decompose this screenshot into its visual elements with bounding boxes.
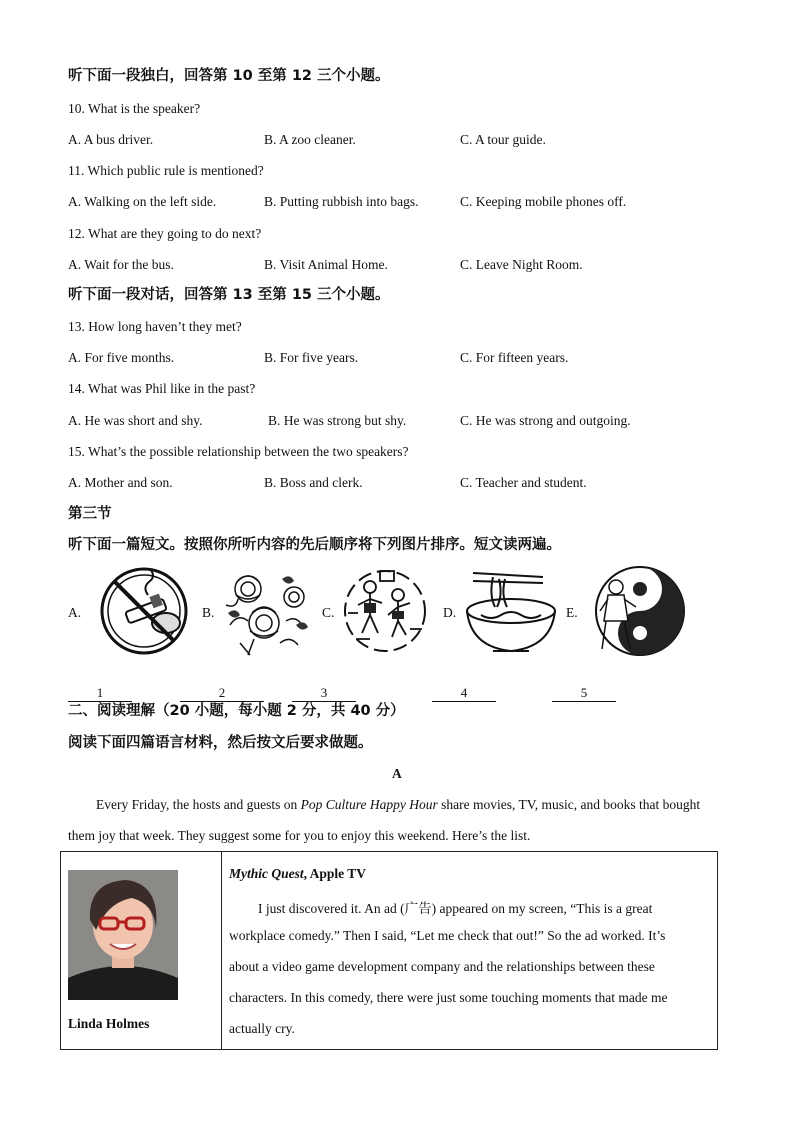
show-name-italic: Pop Culture Happy Hour xyxy=(300,797,438,812)
question-12-option-c: C. Leave Night Room. xyxy=(460,257,583,272)
question-15-option-c: C. Teacher and student. xyxy=(460,475,587,490)
recommendation-table xyxy=(60,851,718,1050)
host-portrait xyxy=(68,870,178,1000)
host-cell xyxy=(61,852,222,1050)
review-line-2: workplace comedy.” Then I said, “Let me check that out!” So the ad worked. It’s xyxy=(229,928,666,943)
question-13-option-c: C. For fifteen years. xyxy=(460,350,569,365)
intro-text-pre: Every Friday, the hosts and guests on xyxy=(96,797,301,812)
review-line-3: about a video game development company and the relationships between these xyxy=(229,959,655,974)
passage-intro-line-2: them joy that week. They suggest some for you to enjoy this weekend. Here’s the list. xyxy=(68,828,531,843)
question-15-option-b: B. Boss and clerk. xyxy=(264,475,363,490)
picture-label-d: D. xyxy=(443,605,457,620)
section-heading-monologue: 听下面一段独白，回答第 10 至第 12 三个小题。 xyxy=(68,68,390,84)
question-10-option-a: A. A bus driver. xyxy=(68,132,154,147)
question-15-stem: 15. What’s the possible relationship between the two speakers? xyxy=(68,444,409,459)
question-13-option-a: A. For five months. xyxy=(68,350,175,365)
intro-text-post: share movies, TV, music, and books that bought xyxy=(437,797,701,812)
question-11-option-b: B. Putting rubbish into bags. xyxy=(264,194,419,209)
question-14-option-a: A. He was short and shy. xyxy=(68,413,203,428)
question-15-option-a: A. Mother and son. xyxy=(68,475,173,490)
show-title-line xyxy=(229,866,366,882)
picture-label-e: E. xyxy=(566,605,578,620)
show-platform: , Apple TV xyxy=(303,866,367,881)
question-13-option-b: B. For five years. xyxy=(264,350,359,365)
show-title: Mythic Quest xyxy=(229,866,304,881)
answer-blank-1[interactable]: 1 xyxy=(68,686,132,702)
passage-intro-line-1 xyxy=(96,797,700,813)
passage-label: A xyxy=(392,766,402,781)
review-line-5: actually cry. xyxy=(229,1021,295,1036)
question-10-option-b: B. A zoo cleaner. xyxy=(264,132,356,147)
question-14-option-c: C. He was strong and outgoing. xyxy=(460,413,631,428)
review-line-4: characters. In this comedy, there were just some touching moments that made me xyxy=(229,990,668,1005)
answer-blank-2[interactable]: 2 xyxy=(180,686,264,702)
answer-blank-4[interactable]: 4 xyxy=(432,686,496,702)
review-line-1: I just discovered it. An ad (广告) appeared on my screen, “This is a great xyxy=(258,901,653,916)
question-13-stem: 13. How long haven’t they met? xyxy=(68,319,242,334)
reading-instruction: 阅读下面四篇语言材料，然后按文后要求做题。 xyxy=(68,735,373,751)
part3-instruction: 听下面一篇短文。按照你所听内容的先后顺序将下列图片排序。短文读两遍。 xyxy=(68,537,561,553)
question-11-option-c: C. Keeping mobile phones off. xyxy=(460,194,627,209)
picture-label-a: A. xyxy=(68,605,82,620)
reading-section-title: 二、阅读理解（20 小题，每小题 2 分，共 40 分） xyxy=(68,703,405,719)
no-smoking-picture xyxy=(96,565,192,657)
answer-blank-5[interactable]: 5 xyxy=(552,686,616,702)
answer-blank-3[interactable]: 3 xyxy=(292,686,356,702)
picture-label-c: C. xyxy=(322,605,335,620)
question-10-stem: 10. What is the speaker? xyxy=(68,101,201,116)
review-cell xyxy=(222,852,718,1050)
section-heading-dialogue: 听下面一段对话，回答第 13 至第 15 三个小题。 xyxy=(68,287,390,303)
part3-title: 第三节 xyxy=(68,506,112,522)
tai-chi-picture xyxy=(590,565,688,659)
question-11-stem: 11. Which public rule is mentioned? xyxy=(68,163,264,178)
noodle-bowl-picture xyxy=(463,565,561,657)
question-12-option-a: A. Wait for the bus. xyxy=(68,257,174,272)
question-12-option-b: B. Visit Animal Home. xyxy=(264,257,388,272)
host-name: Linda Holmes xyxy=(68,1016,150,1031)
peony-flowers-picture xyxy=(220,565,312,657)
dancing-figures-picture xyxy=(340,565,430,657)
question-14-stem: 14. What was Phil like in the past? xyxy=(68,381,256,396)
question-10-option-c: C. A tour guide. xyxy=(460,132,546,147)
question-11-option-a: A. Walking on the left side. xyxy=(68,194,217,209)
question-12-stem: 12. What are they going to do next? xyxy=(68,226,262,241)
question-14-option-b: B. He was strong but shy. xyxy=(268,413,407,428)
picture-label-b: B. xyxy=(202,605,215,620)
